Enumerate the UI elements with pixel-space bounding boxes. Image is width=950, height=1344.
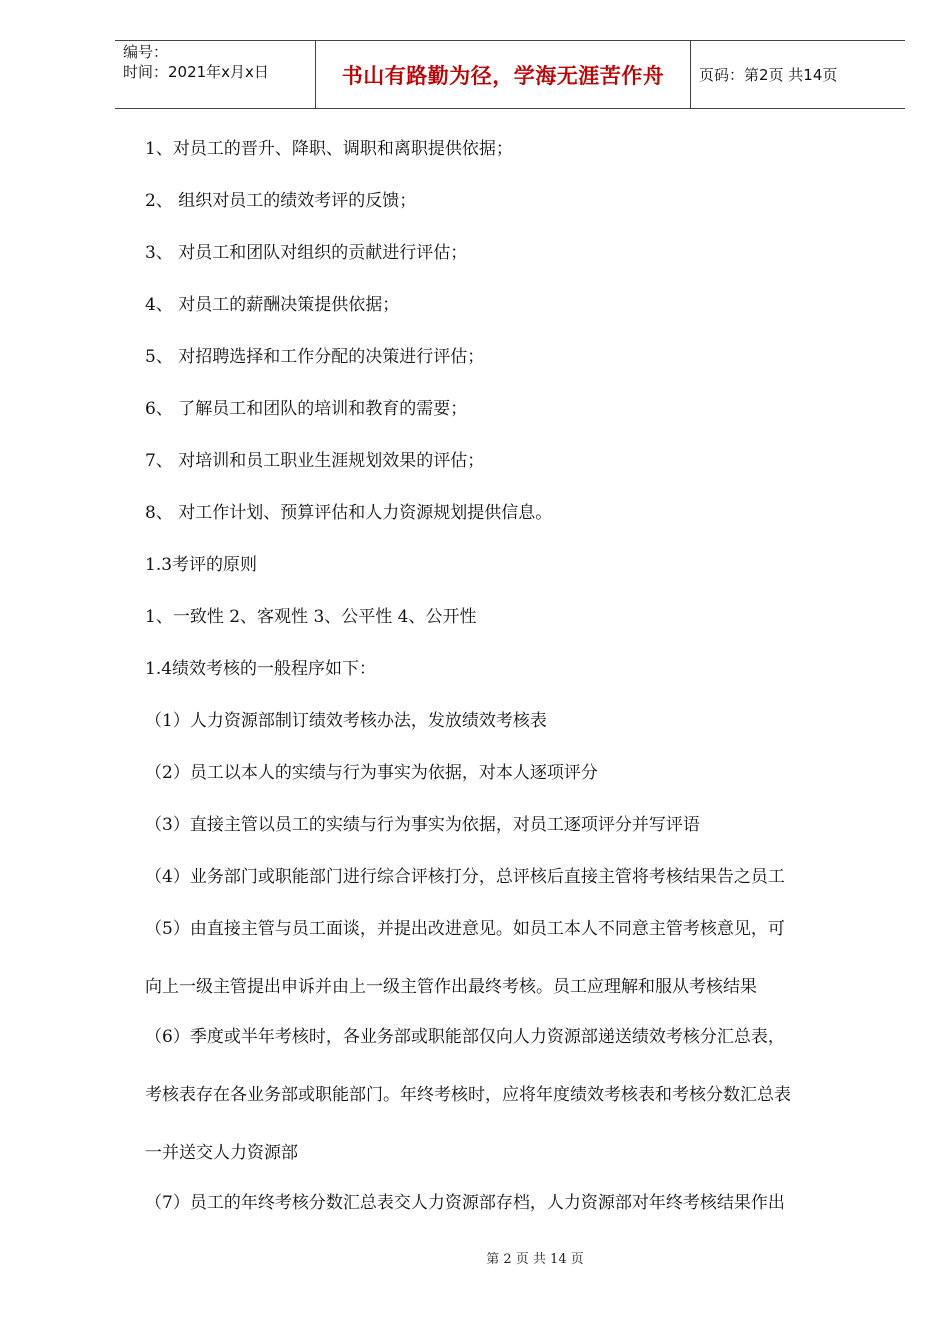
header-meta-cell [115, 41, 316, 108]
body-line: 考核表存在各业务部或职能部门。年终考核时，应将年度绩效考核表和考核分数汇总表 [145, 1085, 791, 1105]
body-line: （5）由直接主管与员工面谈，并提出改进意见。如员工本人不同意主管考核意见，可 [145, 919, 785, 939]
body-line: （6）季度或半年考核时，各业务部或职能部仅向人力资源部递送绩效考核分汇总表， [145, 1027, 785, 1047]
header-motto-cell [316, 41, 691, 108]
header-page-cell [691, 41, 905, 108]
body-line: 8、 对工作计划、预算评估和人力资源规划提供信息。 [145, 503, 553, 523]
body-line: 一并送交人力资源部 [145, 1143, 298, 1163]
body-line: （3）直接主管以员工的实绩与行为事实为依据，对员工逐项评分并写评语 [145, 815, 700, 835]
body-line: 3、 对员工和团队对组织的贡献进行评估； [145, 243, 468, 263]
section-heading: 1.4绩效考核的一般程序如下： [145, 659, 377, 679]
serial-number-label: 编号： [123, 43, 169, 61]
page-number-label: 页码：第2页 共14页 [699, 66, 838, 84]
date-label: 时间：2021年x月x日 [123, 63, 269, 81]
body-line: （4）业务部门或职能部门进行综合评核打分，总评核后直接主管将考核结果告之员工 [145, 867, 785, 887]
body-line: 6、 了解员工和团队的培训和教育的需要； [145, 399, 468, 419]
body-line: 4、 对员工的薪酬决策提供依据； [145, 295, 400, 315]
body-line: 2、 组织对员工的绩效考评的反馈； [145, 191, 417, 211]
body-line: 7、 对培训和员工职业生涯规划效果的评估； [145, 451, 485, 471]
body-line: （7）员工的年终考核分数汇总表交人力资源部存档，人力资源部对年终考核结果作出 [145, 1193, 785, 1213]
body-line: 1、对员工的晋升、降职、调职和离职提供依据； [145, 139, 513, 159]
section-heading: 1.3考评的原则 [145, 555, 258, 575]
body-line: 1、一致性 2、客观性 3、公平性 4、公开性 [145, 607, 477, 627]
page-header [115, 40, 905, 109]
page-footer: 第 2 页 共 14 页 [486, 1252, 584, 1267]
motto-text: 书山有路勤为径，学海无涯苦作舟 [341, 63, 665, 88]
body-line: （1）人力资源部制订绩效考核办法，发放绩效考核表 [145, 711, 547, 731]
body-line: 向上一级主管提出申诉并由上一级主管作出最终考核。员工应理解和服从考核结果 [145, 977, 757, 997]
body-line: （2）员工以本人的实绩与行为事实为依据，对本人逐项评分 [145, 763, 598, 783]
body-line: 5、 对招聘选择和工作分配的决策进行评估； [145, 347, 485, 367]
